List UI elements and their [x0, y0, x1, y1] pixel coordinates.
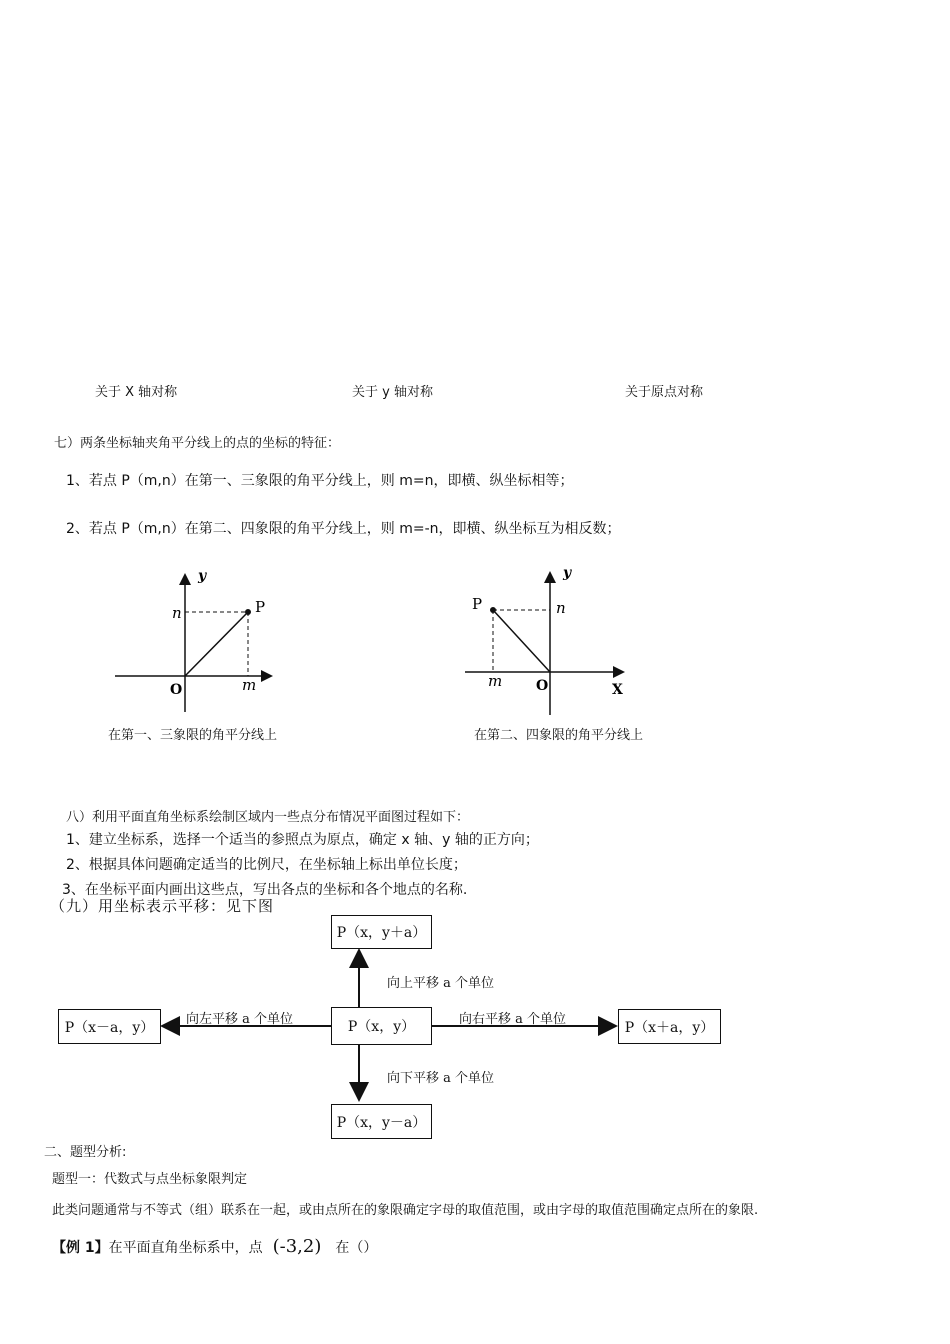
box-up: P（x，y＋a）: [331, 915, 432, 949]
n-label: n: [172, 604, 182, 622]
section7-item2: 2、若点 P（m,n）在第二、四象限的角平分线上，则 m=-n，即横、纵坐标互为相反数；: [66, 521, 621, 537]
example-tag: 【例 1】: [52, 1239, 109, 1256]
diagram2-caption: 在第二、四象限的角平分线上: [474, 728, 644, 743]
symmetry-label-x-axis: 关于 X 轴对称: [95, 385, 178, 400]
section8-item3: 3、在坐标平面内画出这些点，写出各点的坐标和各个地点的名称.: [62, 882, 468, 898]
section8-title: 八）利用平面直角坐标系绘制区域内一些点分布情况平面图过程如下：: [66, 810, 470, 825]
p-label: P: [255, 598, 266, 616]
section8-item1: 1、建立坐标系，选择一个适当的参照点为原点，确定 x 轴、y 轴的正方向；: [66, 832, 539, 848]
n-label: n: [556, 599, 566, 617]
origin-label: O: [536, 678, 549, 694]
diagram1-caption: 在第一、三象限的角平分线上: [108, 728, 278, 743]
example-text: 在平面直角坐标系中，点: [108, 1239, 263, 1256]
label-left: 向左平移 a 个单位: [186, 1012, 294, 1027]
section8-item2: 2、根据具体问题确定适当的比例尺，在坐标轴上标出单位长度；: [66, 857, 467, 873]
box-right: P（x＋a，y）: [618, 1009, 721, 1044]
box-down: P（x，y－a）: [331, 1104, 432, 1139]
box-center: P（x，y）: [331, 1007, 432, 1045]
section7-title: 七）两条坐标轴夹角平分线上的点的坐标的特征：: [54, 436, 341, 451]
example-point: (-3,2): [272, 1236, 322, 1257]
p-label: P: [472, 595, 483, 613]
box-left: P（x－a，y）: [58, 1009, 161, 1044]
section7-item1: 1、若点 P（m,n）在第一、三象限的角平分线上，则 m=n，即横、纵坐标相等；: [66, 473, 574, 489]
type1-heading: 题型一：代数式与点坐标象限判定: [52, 1172, 248, 1187]
origin-label: O: [170, 682, 183, 698]
x-axis-label: X: [612, 682, 623, 698]
label-right: 向右平移 a 个单位: [459, 1012, 567, 1027]
symmetry-label-origin: 关于原点对称: [625, 385, 704, 400]
y-axis-label: y: [563, 565, 572, 581]
example-tail: 在（）: [335, 1239, 378, 1256]
section9-title: （九）用坐标表示平移：见下图: [50, 897, 275, 915]
m-label: m: [488, 672, 503, 690]
symmetry-label-y-axis: 关于 y 轴对称: [352, 385, 433, 400]
example-1: [52, 1236, 377, 1257]
part2-title: 二、题型分析:: [44, 1145, 127, 1160]
y-axis-label: y: [198, 568, 207, 584]
label-up: 向上平移 a 个单位: [387, 976, 495, 991]
m-label: m: [242, 676, 257, 694]
type1-description: 此类问题通常与不等式（组）联系在一起，或由点所在的象限确定字母的取值范围，或由字母的取值范围确定点所在的象限.: [52, 1203, 759, 1218]
label-down: 向下平移 a 个单位: [387, 1071, 495, 1086]
